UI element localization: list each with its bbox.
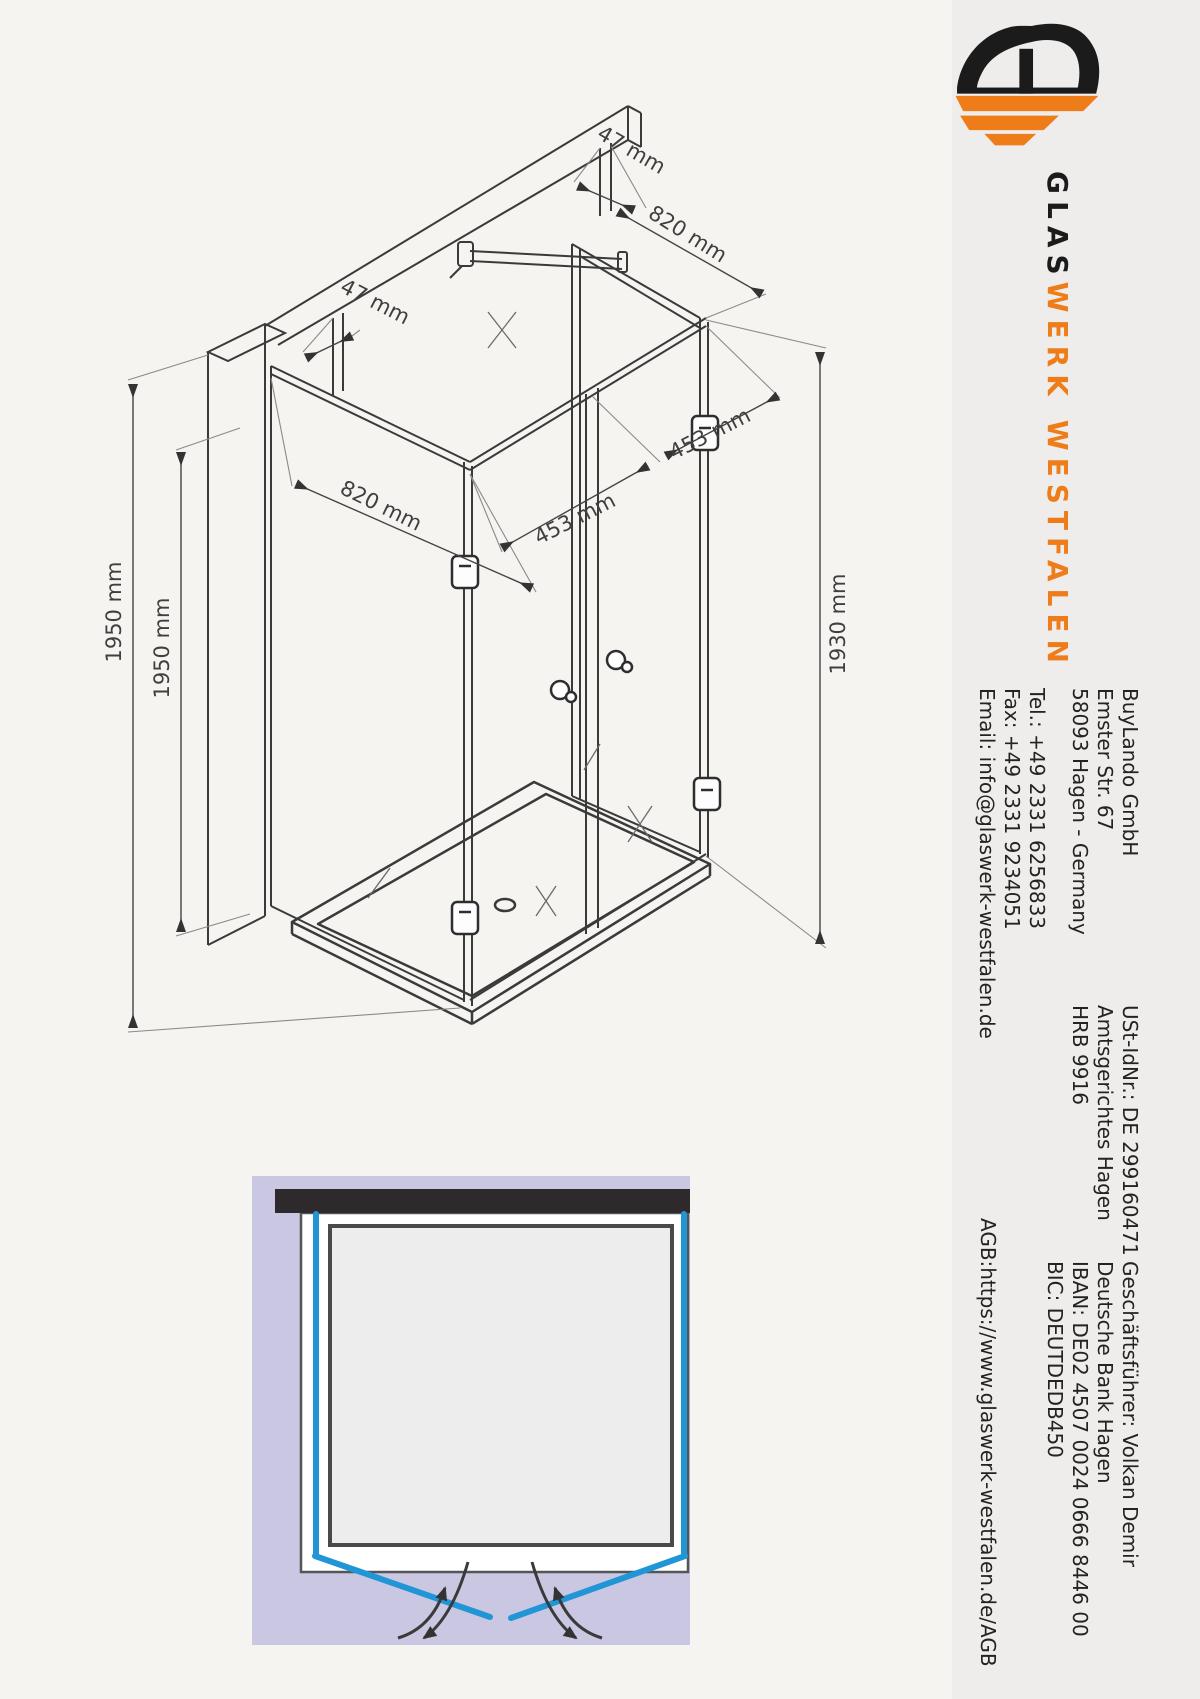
witness-lines <box>128 146 826 1032</box>
gw-monogram-icon <box>954 7 1144 159</box>
wall-bar <box>275 1189 690 1213</box>
contact-block <box>974 688 1049 1039</box>
brand-name-werk-westfalen: WERK WESTFALEN <box>1041 281 1074 670</box>
company-logo <box>954 7 1144 159</box>
brand-name <box>1041 171 1074 670</box>
dim-label-wall-profile: 47 mm <box>336 274 414 330</box>
wall-slab <box>208 324 285 945</box>
glass-reflections <box>368 312 652 916</box>
right-glass-panel <box>572 244 700 852</box>
company-city: 58093 Hagen - Germany <box>1068 688 1092 935</box>
iban-line: IBAN: DE02 4507 0024 0666 8446 00 <box>1068 1261 1092 1637</box>
dim-label-total-height: 1950 mm <box>102 561 126 663</box>
management-bank-block <box>1042 1261 1142 1637</box>
bic-line: BIC: DEUTDEDB450 <box>1043 1261 1067 1458</box>
top-view-diagram <box>235 1165 715 1660</box>
agb-link[interactable]: AGB:https://www.glaswerk-westfalen.de/AGB <box>976 1218 1000 1667</box>
dim-label-total-height: 1950 mm <box>150 597 174 699</box>
phone-line: Tel.: +49 2331 6256833 <box>1025 688 1049 930</box>
ceo-line: Geschäftsführer: Volkan Demir <box>1118 1261 1142 1567</box>
hinge-icon <box>694 778 720 810</box>
drain-icon <box>495 899 515 911</box>
front-door-panels <box>470 318 708 1000</box>
dim-label-door-width: 453 mm <box>665 403 755 465</box>
dimension-lines <box>133 186 820 1028</box>
company-address-block <box>1067 688 1142 935</box>
shower-tray <box>292 782 710 1024</box>
dim-label-glass-height: 1930 mm <box>826 573 850 675</box>
dim-label-panel-width: 820 mm <box>644 200 732 268</box>
brand-name-glas: GLAS <box>1041 171 1074 282</box>
fax-line: Fax: +49 2331 9234051 <box>1000 688 1024 930</box>
email-line[interactable]: Email: info@glaswerk-westfalen.de <box>975 688 999 1039</box>
wall-profile-left <box>333 313 343 396</box>
door-knobs <box>551 651 632 702</box>
tax-registry-block <box>1067 1005 1142 1256</box>
court-line: Amtsgerichtes Hagen <box>1093 1005 1117 1221</box>
rotated-company-header <box>952 5 1200 1695</box>
dim-label-wall-profile: 47 mm <box>593 120 670 179</box>
bar-wall-clamp-icon <box>458 242 473 266</box>
bank-line: Deutsche Bank Hagen <box>1093 1261 1117 1484</box>
tray-footprint <box>330 1226 672 1545</box>
company-street: Emster Str. 67 <box>1093 688 1117 831</box>
left-glass-panel <box>271 366 472 1006</box>
hrb-line: HRB 9916 <box>1068 1005 1092 1105</box>
dim-label-panel-width: 820 mm <box>336 475 426 536</box>
vat-id-line: USt-IdNr.: DE 299160471 <box>1118 1005 1142 1256</box>
wall-top-beam <box>265 106 641 345</box>
hinge-icon <box>452 556 478 588</box>
company-name: BuyLando GmbH <box>1118 688 1142 857</box>
hinge-icon <box>452 902 478 934</box>
dim-label-door-width: 453 mm <box>530 488 620 550</box>
isometric-drawing <box>50 70 880 1070</box>
